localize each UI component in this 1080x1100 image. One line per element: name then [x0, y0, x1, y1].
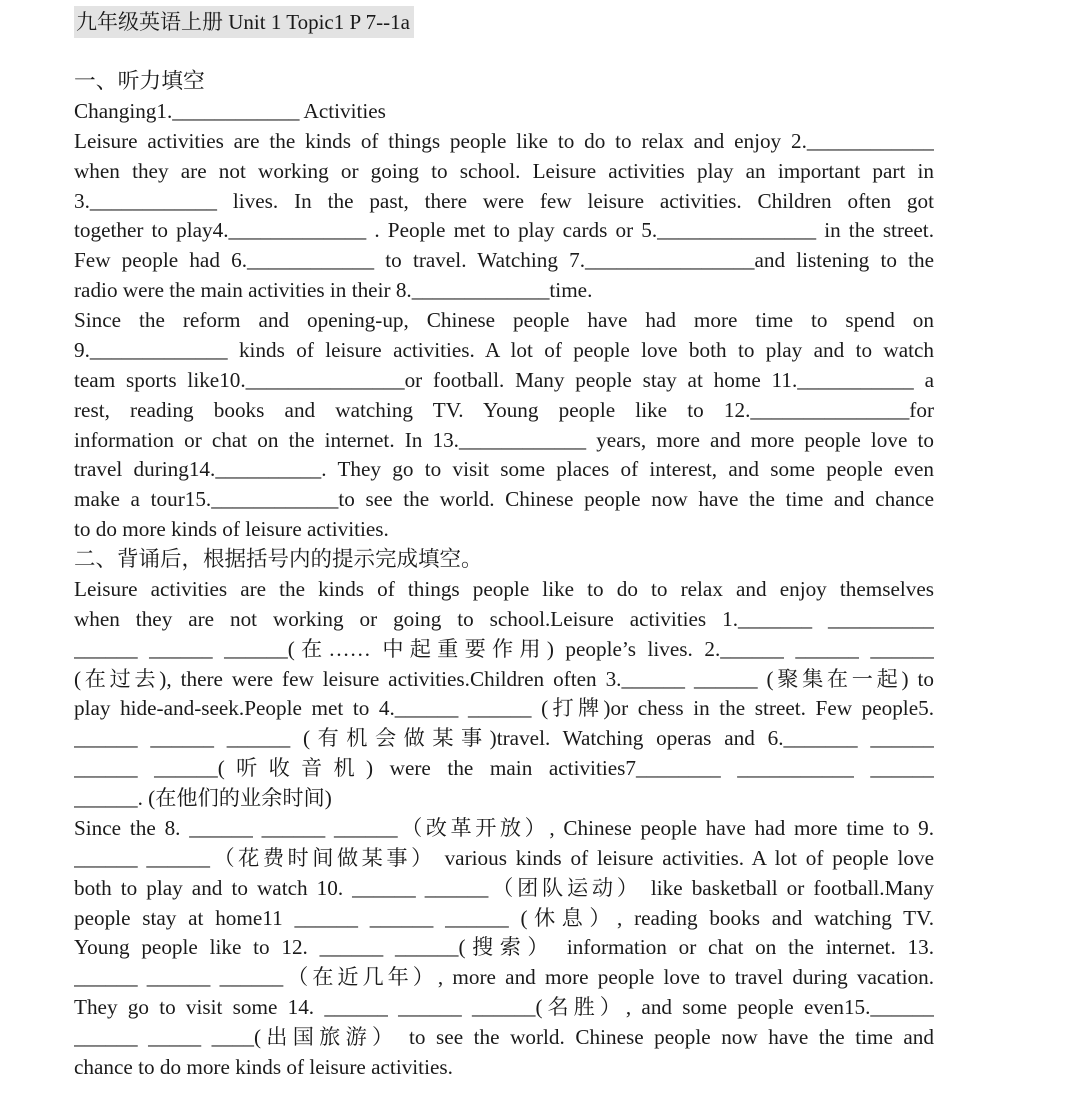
section2-line: Since the 8. ______ ______ ______（改革开放）, Chinese people have had more time to 9. [74, 815, 934, 840]
section1-line: 9._____________ kinds of leisure activities. A lot of people love both to play and to watch [74, 337, 934, 362]
section2-line: (在过去), there were few leisure activities.Children often 3.______ ______ (聚集在一起) to [74, 666, 934, 691]
section1-line: make a tour15.____________to see the world. Chinese people now have the time and chance [74, 487, 934, 512]
section2-line: ______ ______(听收音机) were the main activities7________ ___________ ______ [74, 756, 934, 781]
section1-line: team sports like10._______________or football. Many people stay at home 11.___________ a [74, 367, 934, 392]
section1-line: Since the reform and opening-up, Chinese people have had more time to spend on [74, 308, 934, 332]
section1-heading: 一、听力填空 [74, 69, 205, 93]
section2-line: when they are not working or going to school.Leisure activities 1._______ __________ [74, 606, 934, 631]
section1-line: Changing1.____________ Activities [74, 98, 386, 123]
section2-line: Young people like to 12. ______ ______(搜索） information or chat on the internet. 13. [74, 935, 934, 960]
section2-line: ______ ______ ______（在近几年）, more and more people love to travel during vacation. [74, 965, 934, 990]
section2-line: play hide-and-seek.People met to 4.______ ______ (打牌)or chess in the street. Few people5. [74, 696, 934, 721]
section1-line: radio were the main activities in their 8._____________time. [74, 278, 593, 303]
section1-line: Leisure activities are the kinds of things people like to do to relax and enjoy 2.____________ [74, 128, 934, 153]
section1-line: to do more kinds of leisure activities. [74, 517, 389, 542]
section2-line: people stay at home11 ______ ______ ______ (休息）, reading books and watching TV. [74, 905, 934, 930]
worksheet-body [74, 67, 934, 1083]
section2-line: They go to visit some 14. ______ ______ ______(名胜）, and some people even15.______ [74, 995, 934, 1020]
section2-line: ______. (在他们的业余时间) [74, 786, 332, 810]
section1-line: information or chat on the internet. In 13.____________ years, more and more people love to [74, 427, 934, 452]
section1-line: Few people had 6.____________ to travel. Watching 7.________________and listening to the [74, 248, 934, 273]
section1-line: 3.____________ lives. In the past, there were few leisure activities. Children often got [74, 188, 934, 213]
section2-line: both to play and to watch 10. ______ ______（团队运动） like basketball or football.Many [74, 875, 934, 900]
section2-line: ______ ______ ______(在…… 中起重要作用) people’s lives. 2.______ ______ ______ [74, 636, 934, 661]
section2-line: ______ ______（花费时间做某事） various kinds of leisure activities. A lot of people love [74, 845, 934, 870]
section2-line: chance to do more kinds of leisure activities. [74, 1054, 453, 1079]
document-title: 九年级英语上册 Unit 1 Topic1 P 7--1a [74, 6, 414, 38]
section2-heading: 二、背诵后，根据括号内的提示完成填空。 [74, 547, 483, 571]
section2-line: ______ ______ ______ (有机会做某事)travel. Watching operas and 6._______ ______ [74, 726, 934, 751]
section1-line: when they are not working or going to school. Leisure activities play an important part in [74, 158, 934, 183]
section2-line: Leisure activities are the kinds of things people like to do to relax and enjoy themselves [74, 576, 934, 601]
section1-line: travel during14.__________. They go to visit some places of interest, and some people even [74, 457, 934, 482]
section2-line: ______ _____ ____(出国旅游） to see the world. Chinese people now have the time and [74, 1025, 934, 1049]
section1-line: rest, reading books and watching TV. Young people like to 12._______________for [74, 397, 934, 422]
section1-line: together to play4._____________ . People met to play cards or 5._______________ in the street. [74, 218, 934, 243]
